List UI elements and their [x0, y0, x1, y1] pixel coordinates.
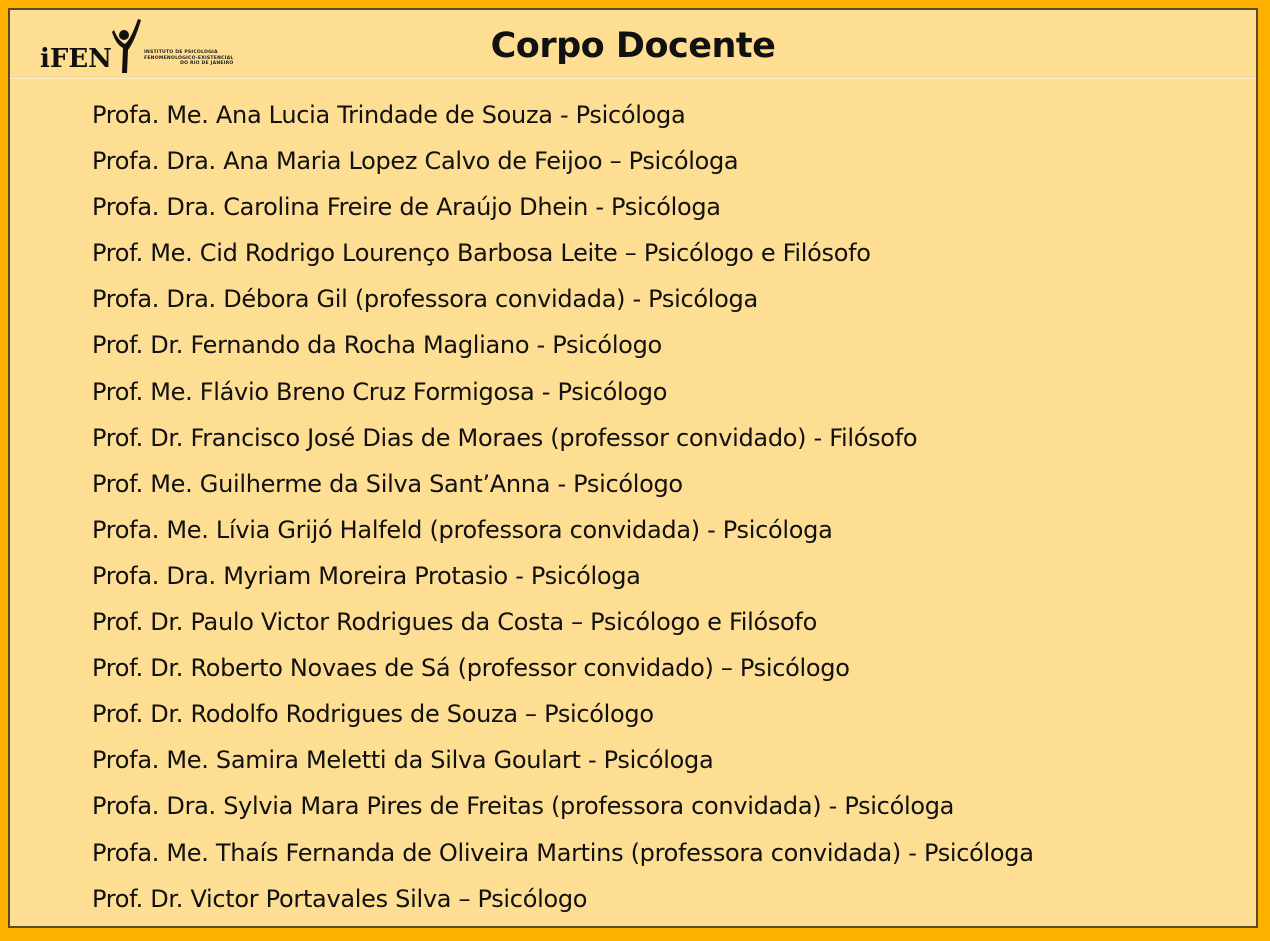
faculty-item: Profa. Dra. Ana Maria Lopez Calvo de Feijoo – Psicóloga	[92, 147, 739, 176]
faculty-item: Prof. Dr. Roberto Novaes de Sá (professor convidado) – Psicólogo	[92, 654, 850, 683]
faculty-item: Profa. Me. Ana Lucia Trindade de Souza - Psicóloga	[92, 101, 686, 129]
faculty-item: Profa. Dra. Myriam Moreira Protasio - Psicóloga	[92, 561, 641, 590]
faculty-item: Profa. Dra. Sylvia Mara Pires de Freitas (professora convidada) - Psicóloga	[92, 792, 955, 821]
logo-subtitle-line: INSTITUTO DE PSICOLOGIA	[144, 50, 218, 55]
header	[10, 10, 1256, 79]
faculty-item: Prof. Dr. Rodolfo Rodrigues de Souza – Psicólogo	[92, 700, 654, 729]
faculty-item: Prof. Me. Flávio Breno Cruz Formigosa - Psicólogo	[92, 377, 668, 406]
faculty-item: Prof. Me. Guilherme da Silva Sant’Anna - Psicólogo	[92, 469, 683, 498]
faculty-item: Profa. Dra. Débora Gil (professora convidada) - Psicóloga	[92, 285, 758, 314]
faculty-item: Profa. Me. Samira Meletti da Silva Goulart - Psicóloga	[92, 746, 714, 775]
faculty-item: Profa. Dra. Carolina Freire de Araújo Dhein - Psicóloga	[92, 193, 721, 222]
logo-subtitle-line: DO RIO DE JANEIRO	[180, 61, 234, 67]
logo-subtitle-line: FENOMENOLÓGICO-EXISTENCIAL	[144, 55, 234, 61]
faculty-item: Prof. Dr. Victor Portavales Silva – Psicólogo	[92, 884, 588, 913]
faculty-item: Profa. Me. Thaís Fernanda de Oliveira Martins (professora convidada) - Psicóloga	[92, 838, 1034, 867]
faculty-item: Prof. Me. Cid Rodrigo Lourenço Barbosa Leite – Psicólogo e Filósofo	[92, 239, 871, 268]
content-panel	[8, 8, 1258, 928]
logo-wordmark: iFEN	[40, 44, 112, 74]
faculty-item: Profa. Me. Lívia Grijó Halfeld (professora convidada) - Psicóloga	[92, 515, 833, 544]
faculty-item: Prof. Dr. Francisco José Dias de Moraes (professor convidado) - Filósofo	[92, 423, 918, 452]
faculty-list	[92, 92, 1034, 922]
faculty-item: Prof. Dr. Fernando da Rocha Magliano - Psicólogo	[92, 331, 662, 360]
faculty-item: Prof. Dr. Paulo Victor Rodrigues da Costa – Psicólogo e Filósofo	[92, 608, 817, 637]
page-title: Corpo Docente	[490, 26, 776, 66]
